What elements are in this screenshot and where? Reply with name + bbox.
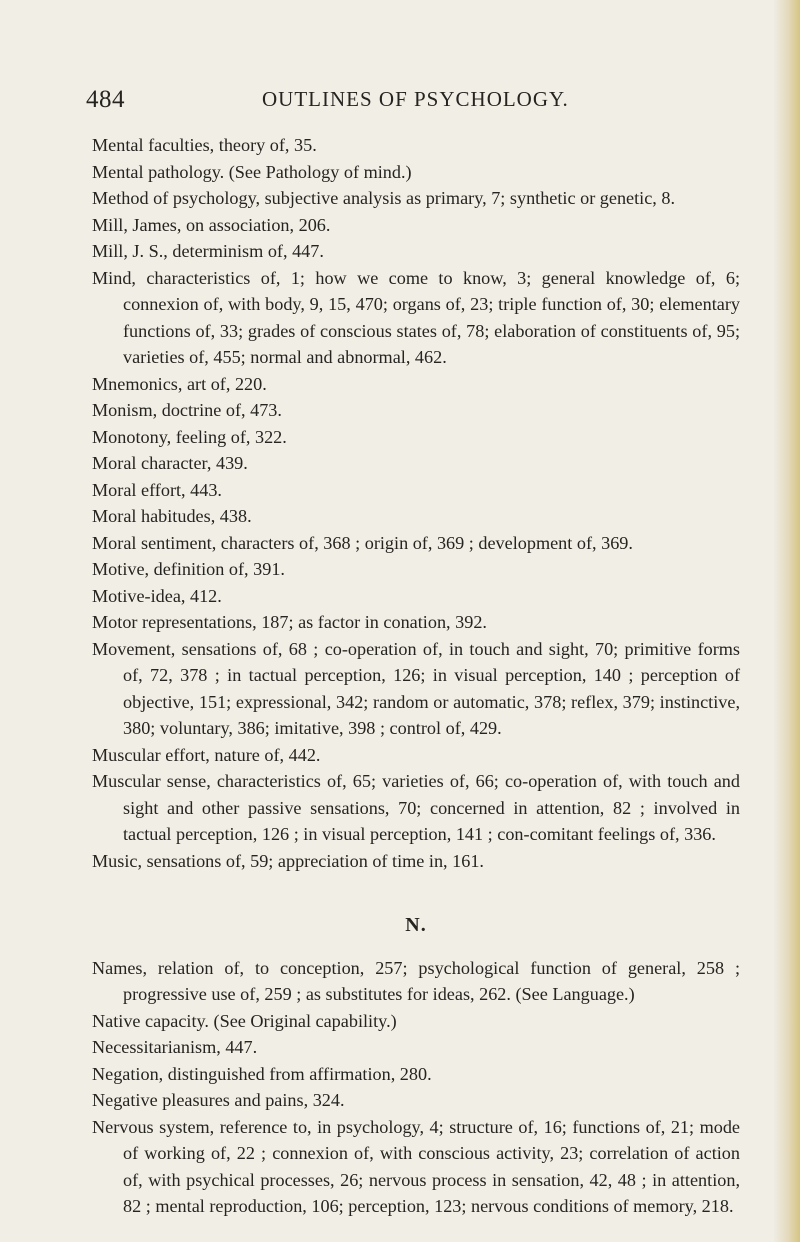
index-entry: Muscular effort, nature of, 442. (92, 744, 321, 765)
index-entry: Names, relation of, to conception, 257; psychological function of general, 258 ; progressive use of, 259 ; as substitutes for ideas, 262. (See Language.) (92, 957, 740, 1004)
index-entry: Mill, J. S., determinism of, 447. (92, 241, 324, 261)
index-entry: Native capacity. (See Original capability.) (92, 1010, 397, 1031)
running-title: OUTLINES OF PSYCHOLOGY. (262, 87, 569, 111)
index-entry: Music, sensations of, 59; appreciation of time in, 161. (92, 850, 484, 871)
index-entry: Negative pleasures and pains, 324. (92, 1090, 345, 1110)
page-number: 484 (86, 86, 125, 113)
index-entry: Monotony, feeling of, 322. (92, 426, 287, 447)
index-entry: Motive-idea, 412. (92, 585, 222, 606)
index-entry: Mental faculties, theory of, 35. (92, 135, 317, 155)
index-entry: Monism, doctrine of, 473. (92, 400, 282, 420)
index-entry: Movement, sensations of, 68 ; co-operation of, in touch and sight, 70; primitive forms of, 72, 378 ; in tactual perception, 126; in visual perception, 140 ; perception of objective, 151; expressional, 342; random or automatic, 378; reflex, 379; instinctive, 380; voluntary, 386; imitative, 398 ; control of, 429. (92, 638, 740, 738)
entries-n (92, 955, 740, 1220)
index-entry: Negation, distinguished from affirmation, 280. (92, 1063, 432, 1084)
section-heading-n: N. (405, 914, 427, 936)
index-entry: Mind, characteristics of, 1; how we come to know, 3; general knowledge of, 6; connexion of, with body, 9, 15, 470; organs of, 23; triple function of, 30; elementary functions of, 33; grades of conscious states of, 78; elaboration of constituents of, 95; varieties of, 455; normal and abnormal, 462. (92, 267, 740, 367)
index-entry: Method of psychology, subjective analysis as primary, 7; synthetic or genetic, 8. (92, 188, 676, 208)
index-entry: Muscular sense, characteristics of, 65; varieties of, 66; co-operation of, with touch and sight and other passive sensations, 70; concerned in attention, 82 ; involved in tactual perception, 126 ; in visual perception, 141 ; con-comitant feelings of, 336. (92, 771, 740, 844)
index-entry: Moral habitudes, 438. (92, 506, 252, 526)
page-edge (774, 0, 800, 1242)
entries-m (92, 132, 740, 874)
index-content (92, 132, 740, 1220)
index-entry: Moral sentiment, characters of, 368 ; origin of, 369 ; development of, 369. (92, 532, 633, 553)
index-entry: Necessitarianism, 447. (92, 1037, 258, 1057)
index-entry: Mill, James, on association, 206. (92, 214, 331, 235)
index-entry: Nervous system, reference to, in psychology, 4; structure of, 16; functions of, 21; mode of working of, 22 ; connexion of, with conscious activity, 23; correlation of action of, with psychical processes, 26; nervous process in sensation, 42, 48 ; in attention, 82 ; mental reproduction, 106; perception, 123; nervous conditions of memory, 218. (92, 1116, 740, 1216)
index-entry: Mnemonics, art of, 220. (92, 373, 267, 394)
index-entry: Motor representations, 187; as factor in conation, 392. (92, 612, 487, 632)
index-entry: Mental pathology. (See Pathology of mind.) (92, 161, 412, 182)
index-entry: Moral effort, 443. (92, 479, 222, 500)
index-entry: Moral character, 439. (92, 453, 248, 473)
index-entry: Motive, definition of, 391. (92, 559, 285, 579)
